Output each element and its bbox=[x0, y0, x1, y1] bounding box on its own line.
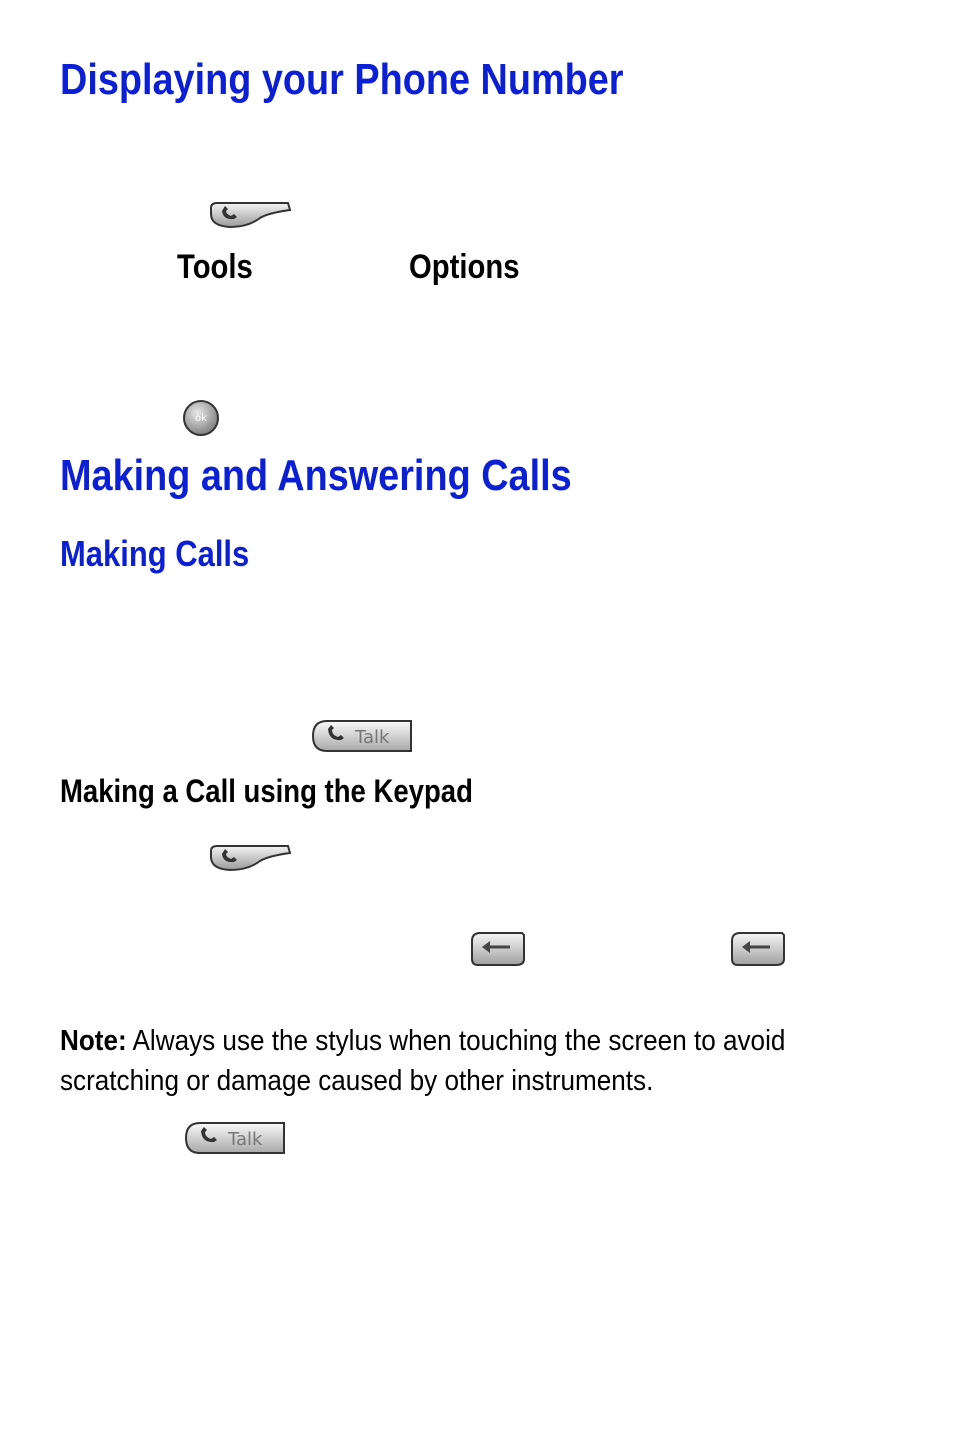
ok-key-icon bbox=[182, 399, 220, 437]
section-title: Making and Answering Calls bbox=[60, 451, 572, 500]
talk-key-icon bbox=[311, 719, 415, 753]
menu-tools-label: Tools bbox=[177, 248, 253, 286]
svg-text:ok: ok bbox=[195, 413, 207, 424]
note-text: Always use the stylus when touching the screen to avoid scratching or damage caused by other instruments. bbox=[60, 1025, 786, 1097]
svg-text:Talk: Talk bbox=[355, 727, 390, 748]
keypad-heading: Making a Call using the Keypad bbox=[60, 773, 473, 809]
page-title: Displaying your Phone Number bbox=[60, 55, 624, 104]
phone-key-icon bbox=[208, 843, 292, 873]
menu-options-label: Options bbox=[409, 248, 520, 286]
backspace-key-icon bbox=[470, 931, 526, 967]
phone-key-icon bbox=[208, 200, 292, 230]
talk-key-icon bbox=[184, 1121, 288, 1155]
subsection-title: Making Calls bbox=[60, 533, 250, 574]
note-label: Note: bbox=[60, 1025, 127, 1057]
backspace-key-icon bbox=[730, 931, 786, 967]
note-paragraph bbox=[60, 1021, 834, 1101]
svg-text:Talk: Talk bbox=[228, 1129, 263, 1150]
